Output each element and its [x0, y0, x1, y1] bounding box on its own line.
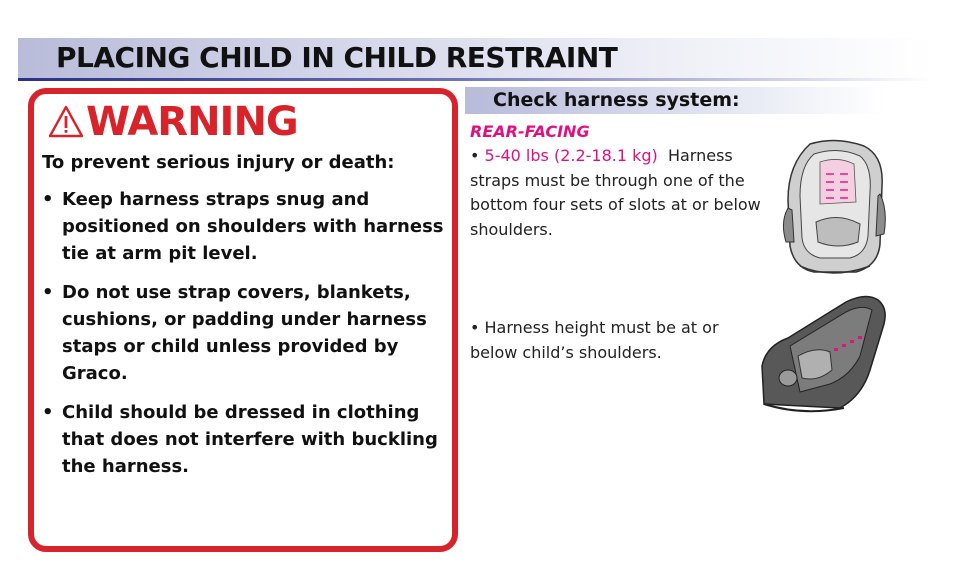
weight-range: 5-40 lbs (2.2-18.1 kg) [484, 146, 658, 165]
warning-bullet-text: Keep harness straps snug and positioned on shoulders with harness tie at arm pit level. [62, 189, 444, 264]
bullet-dot: • [42, 402, 54, 423]
harness-instruction-2: • Harness height must be at or below child’s shoulders. [470, 318, 719, 362]
warning-bullet-text: Child should be dressed in clothing that does not interfere with buckling the harness. [62, 402, 438, 477]
warning-lead: To prevent serious injury or death: [42, 152, 395, 173]
car-seat-front-illustration [780, 138, 888, 280]
warning-bullet [42, 399, 447, 480]
harness-slot-text: Harness straps must be through one of the bottom four sets of slots at or below shoulders. [470, 146, 761, 239]
warning-word: WARNING [86, 99, 298, 145]
warning-bullet [42, 186, 447, 267]
page-title: PLACING CHILD IN CHILD RESTRAINT [56, 41, 618, 74]
warning-bullet-text: Do not use strap covers, blankets, cushions, or padding under harness staps or child unless provided by Graco. [62, 282, 427, 384]
warning-triangle-icon [48, 105, 84, 139]
car-seat-side-illustration [750, 292, 890, 416]
harness-instruction-1 [470, 144, 775, 242]
warning-box [28, 88, 458, 552]
bullet-dot: • [470, 146, 480, 165]
rear-facing-subhead: REAR-FACING [470, 122, 590, 141]
section-title: Check harness system: [493, 89, 740, 111]
header-rule [18, 78, 934, 81]
warning-bullet-list [42, 186, 447, 492]
bullet-dot: • [42, 282, 54, 303]
bullet-dot: • [42, 189, 54, 210]
warning-heading [48, 100, 298, 144]
warning-bullet [42, 279, 447, 387]
